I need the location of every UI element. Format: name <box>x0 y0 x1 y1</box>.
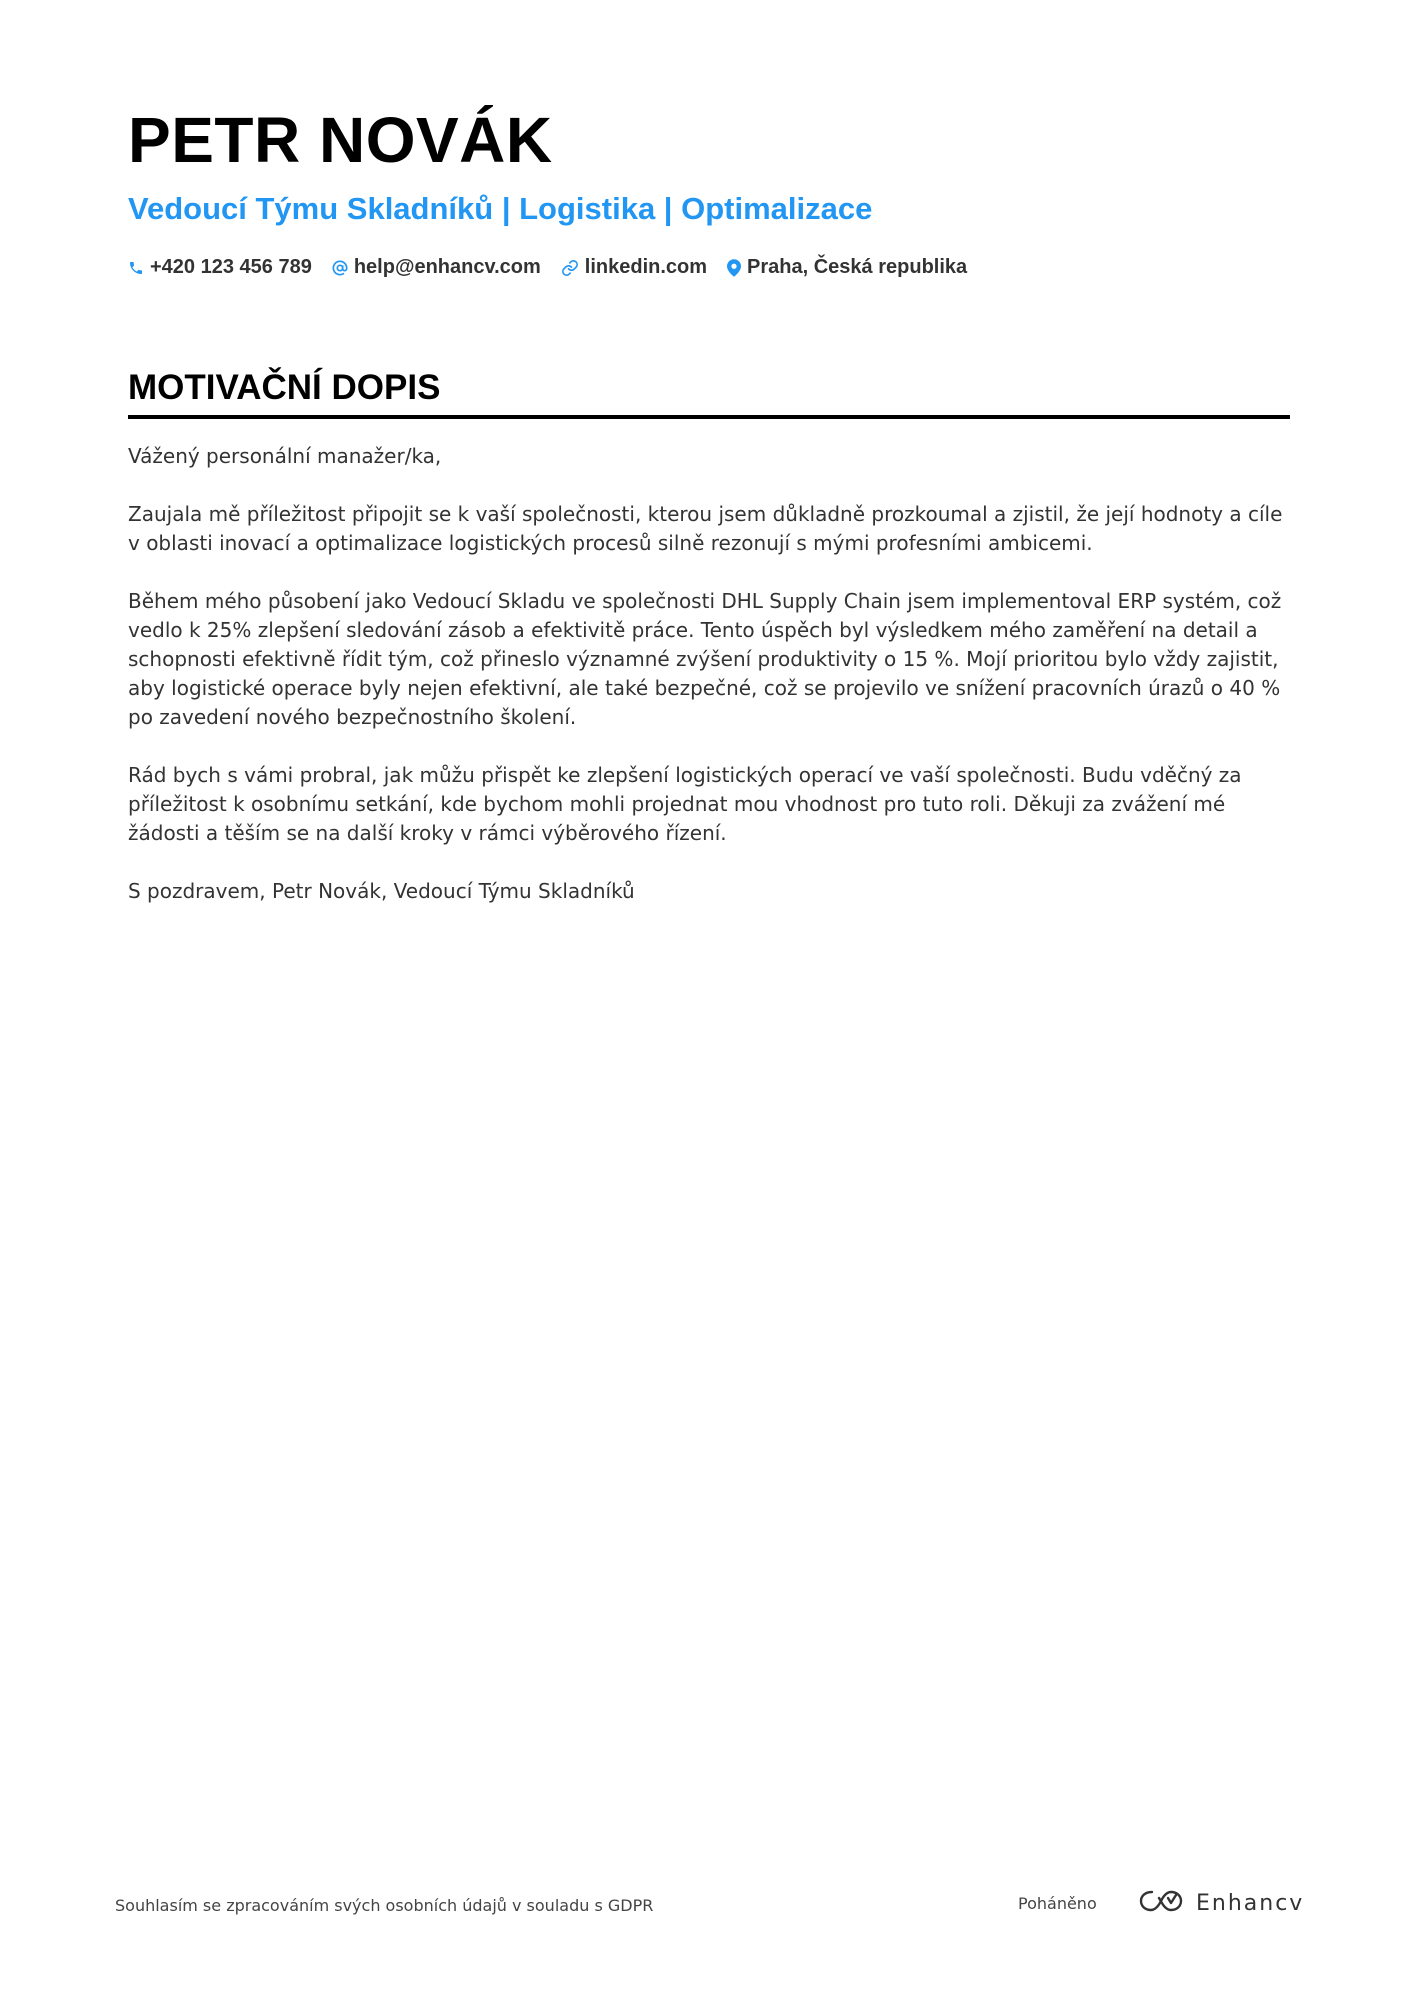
letter-paragraph: Během mého působení jako Vedoucí Skladu ve společnosti DHL Supply Chain jsem implementoval ERP systém, což vedlo k 25% zlepšení sledování zásob a efektivitě práce. Tento úspěch byl výsledkem mého zaměření na detail a schopnosti efektivně řídit tým, což přineslo významné zvýšení produktivity o 15 %. Mojí prioritou bylo vždy zajistit, aby logistické operace byly nejen efektivní, ale také bezpečné, což se projevilo ve snížení pracovních úrazů o 40 % po zavedení nového bezpečnostního školení. <box>128 589 1282 729</box>
letter-body <box>128 442 1290 935</box>
gdpr-consent: Souhlasím se zpracováním svých osobních údajů v souladu s GDPR <box>115 1896 654 1915</box>
phone-text: +420 123 456 789 <box>150 256 312 278</box>
link-text: linkedin.com <box>584 256 708 278</box>
enhancv-logo-icon <box>1138 1888 1184 1919</box>
enhancv-brand[interactable] <box>1138 1888 1304 1919</box>
contact-bar <box>128 256 967 279</box>
candidate-name: PETR NOVÁK <box>128 104 553 176</box>
letter-greeting: Vážený personální manažer/ka, <box>128 444 442 468</box>
contact-email[interactable] <box>332 256 541 279</box>
letter-paragraph: Zaujala mě příležitost připojit se k vaší společnosti, kterou jsem důkladně prozkoumal a zjistil, že její hodnoty a cíle v oblasti inovací a optimalizace logistických procesů silně rezonují s mými profesními ambicemi. <box>128 502 1283 555</box>
brand-name: Enhancv <box>1196 1891 1305 1916</box>
contact-location <box>727 256 967 279</box>
candidate-headline: Vedoucí Týmu Skladníků | Logistika | Optimalizace <box>128 191 873 226</box>
link-icon <box>561 259 579 277</box>
contact-phone[interactable] <box>128 256 312 279</box>
phone-icon <box>128 260 144 276</box>
letter-closing: S pozdravem, Petr Novák, Vedoucí Týmu Skladníků <box>128 879 635 903</box>
letter-paragraph: Rád bych s vámi probral, jak můžu přispět ke zlepšení logistických operací ve vaší společnosti. Budu vděčný za příležitost k osobnímu setkání, kde bychom mohli projednat mou vhodnost pro tuto roli. Děkuji za zvážení mé žádosti a těším se na další kroky v rámci výběrového řízení. <box>128 763 1242 845</box>
at-icon <box>332 260 348 276</box>
email-text: help@enhancv.com <box>353 256 541 278</box>
location-text: Praha, Česká republika <box>747 256 968 278</box>
section-title: MOTIVAČNÍ DOPIS <box>128 370 1290 419</box>
location-pin-icon <box>727 259 741 277</box>
contact-link[interactable] <box>561 256 707 279</box>
powered-by-label: Poháněno <box>1018 1894 1097 1913</box>
